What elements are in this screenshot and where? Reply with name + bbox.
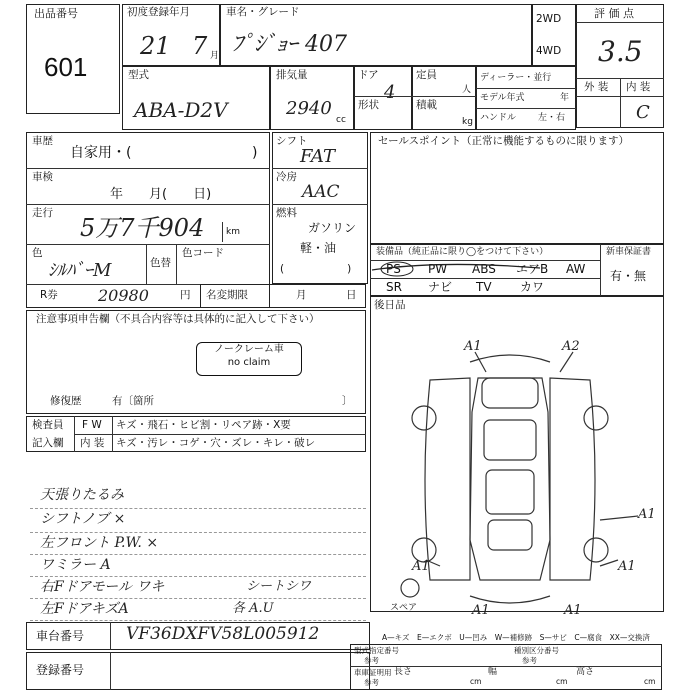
note-2: シフトノブ ×	[40, 511, 126, 527]
mark-7: A1	[564, 603, 582, 618]
equip-pw: PW	[428, 262, 448, 276]
mark-2: A2	[562, 339, 580, 354]
interior-items: キズ・汚レ・コゲ・穴・ズレ・キレ・破レ	[116, 437, 316, 449]
inspection-value: 年 月( 日)	[110, 187, 212, 202]
fuel-options: 軽・油	[300, 241, 337, 255]
equip-navi: ナビ	[428, 280, 453, 294]
history-value: 自家用・(	[70, 145, 132, 161]
recycle-value: 20980	[98, 286, 149, 305]
displacement-label: 排気量	[276, 69, 308, 81]
note-5: 右Fドアモール ワキ	[40, 579, 165, 595]
class-code-label: 種別区分番号	[514, 646, 559, 655]
sales-point-box	[370, 132, 664, 244]
fuel-paren: ( )	[280, 263, 352, 275]
repair-label: 修復歴	[50, 395, 82, 407]
chassis-label: 車台番号	[36, 629, 85, 643]
reg-month-unit: 月	[210, 51, 220, 61]
height-label: 高さ	[576, 667, 595, 677]
drive-2wd: 2WD	[536, 13, 562, 25]
color-code-label: 色コード	[182, 247, 224, 259]
history-label: 車歴	[32, 135, 53, 147]
recycle-label: R券	[40, 289, 58, 301]
inspector-label: 検査員	[32, 419, 64, 431]
length-cm: cm	[470, 677, 482, 686]
fw-items: キズ・飛石・ヒビ割・リペア跡・X要	[116, 419, 291, 431]
height-cm: cm	[644, 677, 656, 686]
entry-label: 記入欄	[32, 437, 64, 449]
spec-code-label: 型式指定番号	[354, 646, 399, 655]
extra-note-2: 各 A.U	[232, 601, 274, 616]
name-change-day: 日	[346, 289, 357, 301]
inspection-label: 車検	[32, 171, 53, 183]
reg-month: 7	[192, 32, 208, 60]
history-paren-close: )	[252, 145, 258, 161]
mark-3: A1	[638, 507, 656, 522]
mileage-label: 走行	[32, 207, 53, 219]
mark-1: A1	[464, 339, 482, 354]
mark-5: A1	[618, 559, 636, 574]
notes-label: 注意事項申告欄（不具合内容等は具体的に記入して下さい）	[36, 313, 320, 325]
chassis-value: VF36DXFV58L005912	[126, 624, 320, 644]
drive-4wd: 4WD	[536, 45, 562, 57]
fw-label: F W	[82, 419, 102, 431]
handle-value: 左・右	[538, 113, 566, 123]
equip-aw: AW	[566, 262, 586, 276]
note-4: ワミラー A	[40, 557, 111, 573]
mark-6: A1	[472, 603, 490, 618]
fuel-value: ガソリン	[308, 221, 357, 235]
color-value: ｼﾙﾊﾞｰM	[48, 260, 112, 281]
lot-label: 出品番号	[34, 7, 78, 20]
name-grade-label: 車名・グレード	[226, 6, 300, 18]
color-change-label: 色替	[150, 257, 171, 269]
mark-4: A1	[412, 559, 430, 574]
width-cm: cm	[556, 677, 568, 686]
interior-items-label: 内 装	[80, 437, 105, 449]
reg-year: 21	[140, 32, 171, 60]
warranty-value: 有・無	[610, 269, 647, 283]
equip-abs: ABS	[472, 262, 496, 276]
model-code: ABA-D2V	[134, 98, 228, 122]
door-value: 4	[384, 82, 396, 103]
equip-ps: PS	[386, 262, 401, 276]
lot-number: 601	[44, 52, 88, 82]
model-label: 型式	[128, 69, 149, 81]
spare-label: スペア	[390, 603, 418, 613]
equip-sr: SR	[386, 280, 402, 294]
name-change-label: 名変期限	[206, 289, 248, 301]
cert-label: 車庫証明用	[354, 668, 392, 677]
repair-value: 有〔箇所	[112, 395, 154, 407]
equip-airbag: エアB	[516, 262, 549, 276]
car-name: ﾌﾟｼﾞｮｰ 407	[232, 32, 347, 57]
door-label: ドア	[358, 69, 379, 81]
width-label: 幅	[488, 667, 498, 677]
shift-label: シフト	[276, 135, 308, 147]
yen-unit: 円	[180, 289, 191, 301]
damage-legend: A—キズ E—エクボ U—凹み W—補修跡 S—サビ C—腐食 XX—交換済	[382, 633, 650, 642]
mileage-value: 5万7千904	[80, 214, 205, 242]
equipment-label: 装備品（純正品に限り◯をつけて下さい）	[376, 247, 549, 257]
reg-date-label: 初度登録年月	[127, 6, 190, 18]
year-unit: 年	[560, 93, 570, 103]
spec-ref-3: 参考	[364, 678, 379, 687]
spec-ref-2: 参考	[522, 656, 537, 665]
exterior-label: 外 装	[584, 81, 609, 93]
note-3: 左フロント P.W. ×	[40, 535, 159, 551]
spec-ref-1: 参考	[364, 656, 379, 665]
fuel-label: 燃料	[276, 207, 297, 219]
equip-tv: TV	[476, 280, 492, 294]
noclaim-en: no claim	[227, 357, 271, 368]
extra-note-1: シートシワ	[246, 579, 312, 594]
model-year-label: モデル年式	[480, 93, 525, 103]
capacity-unit: 人	[462, 85, 472, 95]
capacity-label: 定員	[416, 69, 437, 81]
ac-value: AAC	[302, 182, 340, 202]
aftermarket-label: 後日品	[374, 299, 406, 311]
shift-value: FAT	[300, 146, 335, 167]
load-unit: kg	[462, 117, 473, 127]
noclaim-stamp	[196, 342, 302, 376]
interior-grade: C	[636, 102, 650, 123]
score-value: 3.5	[598, 35, 643, 68]
note-1: 天張りたるみ	[40, 487, 124, 503]
score-label: 評 価 点	[594, 7, 634, 20]
cc-unit: cc	[336, 115, 346, 125]
ac-label: 冷房	[276, 171, 297, 183]
handle-label: ハンドル	[480, 113, 517, 123]
shape-label: 形状	[358, 99, 379, 111]
warranty-label: 新車保証書	[606, 247, 652, 257]
import-label: ディーラー・並行	[480, 73, 552, 83]
noclaim-jp: ノークレーム車	[214, 344, 284, 355]
sales-point-label: セールスポイント（正常に機能するものに限ります）	[378, 135, 630, 147]
load-label: 積載	[416, 99, 437, 111]
equip-leather: カワ	[520, 280, 545, 294]
note-6: 左FドアキズA	[40, 601, 129, 617]
color-label: 色	[32, 247, 43, 259]
reg-number-label: 登録番号	[36, 663, 85, 677]
displacement-value: 2940	[286, 98, 332, 119]
km-unit: km	[226, 227, 240, 237]
length-label: 長さ	[394, 667, 413, 677]
repair-close: 〕	[342, 395, 353, 407]
interior-label: 内 装	[626, 81, 651, 93]
name-change-month: 月	[296, 289, 307, 301]
